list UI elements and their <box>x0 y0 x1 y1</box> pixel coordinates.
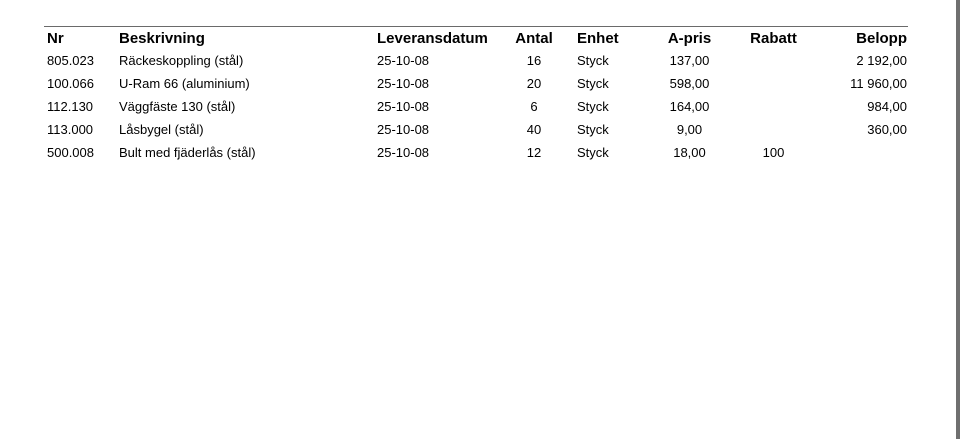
header-unit-price: A-pris <box>667 29 712 47</box>
cell-unit: Styck <box>577 122 609 137</box>
cell-delivery-date: 25-10-08 <box>377 99 430 114</box>
cell-quantity: 20 <box>526 76 542 91</box>
cell-discount: 100 <box>762 145 785 160</box>
cell-description: U-Ram 66 (aluminium) <box>119 76 250 91</box>
cell-nr: 805.023 <box>47 53 94 68</box>
table-row <box>44 141 910 164</box>
cell-nr: 113.000 <box>47 122 94 137</box>
cell-amount: 984,00 <box>867 99 907 114</box>
cell-quantity: 12 <box>526 145 542 160</box>
cell-delivery-date: 25-10-08 <box>377 122 430 137</box>
cell-quantity: 16 <box>526 53 542 68</box>
table-row <box>44 95 910 118</box>
cell-unit-price: 9,00 <box>676 122 703 137</box>
table-header-row <box>44 27 910 49</box>
order-lines-table <box>44 27 910 164</box>
table-row <box>44 72 910 95</box>
cell-unit: Styck <box>577 99 609 114</box>
cell-discount <box>727 118 820 141</box>
cell-delivery-date: 25-10-08 <box>377 53 430 68</box>
cell-discount <box>727 95 820 118</box>
cell-quantity: 6 <box>530 99 538 114</box>
cell-unit: Styck <box>577 145 609 160</box>
cell-description: Låsbygel (stål) <box>119 122 204 137</box>
cell-description: Bult med fjäderlås (stål) <box>119 145 256 160</box>
header-description: Beskrivning <box>119 29 205 47</box>
cell-amount: 2 192,00 <box>856 53 907 68</box>
cell-description: Väggfäste 130 (stål) <box>119 99 236 114</box>
cell-unit-price: 164,00 <box>669 99 710 114</box>
cell-unit-price: 598,00 <box>669 76 710 91</box>
header-amount: Belopp <box>856 29 907 47</box>
cell-delivery-date: 25-10-08 <box>377 76 430 91</box>
cell-nr: 100.066 <box>47 76 94 91</box>
cell-quantity: 40 <box>526 122 542 137</box>
header-discount: Rabatt <box>750 29 797 47</box>
cell-unit: Styck <box>577 76 609 91</box>
cell-nr: 112.130 <box>47 99 94 114</box>
cell-description: Räckeskoppling (stål) <box>119 53 244 68</box>
cell-amount: 360,00 <box>867 122 907 137</box>
table-row <box>44 49 910 72</box>
header-unit: Enhet <box>577 29 619 47</box>
header-delivery-date: Leveransdatum <box>377 29 488 47</box>
cell-unit-price: 137,00 <box>669 53 710 68</box>
header-nr: Nr <box>47 29 64 47</box>
cell-amount: 11 960,00 <box>850 76 907 91</box>
cell-delivery-date: 25-10-08 <box>377 145 430 160</box>
header-quantity: Antal <box>515 29 553 47</box>
page-edge-border <box>956 0 960 439</box>
cell-discount <box>727 49 820 72</box>
cell-discount <box>727 72 820 95</box>
table-row <box>44 118 910 141</box>
cell-amount <box>820 141 910 164</box>
cell-unit-price: 18,00 <box>673 145 706 160</box>
cell-unit: Styck <box>577 53 609 68</box>
cell-nr: 500.008 <box>47 145 94 160</box>
